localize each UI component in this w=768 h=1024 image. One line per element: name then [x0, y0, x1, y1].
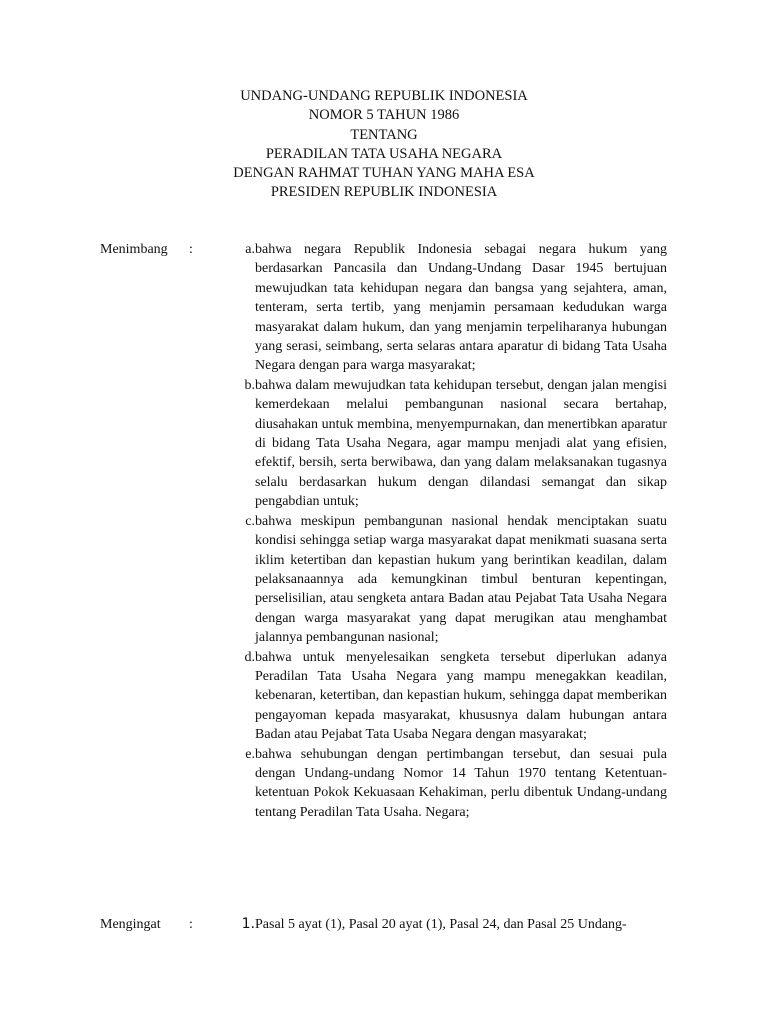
header-subject-line: PERADILAN TATA USAHA NEGARA	[265, 145, 503, 162]
header-tentang-line: TENTANG	[350, 126, 418, 143]
item-text: Pasal 5 ayat (1), Pasal 20 ayat (1), Pasal 24, dan Pasal 25 Undang-	[255, 917, 627, 932]
menimbang-label: Menimbang	[100, 242, 168, 257]
list-item	[229, 512, 669, 648]
list-item	[229, 240, 669, 376]
list-item	[229, 745, 669, 823]
mengingat-label: Mengingat	[100, 917, 161, 932]
item-text: bahwa meskipun pembangunan nasional hendak menciptakan suatu kondisi sehingga setiap warga masyarakat dapat menikmati suasana serta iklim ketertiban dan kepastian hukum yang berintikan keadilan, dalam pelaksanaannya ada kemungkinan timbul benturan kepentingan, perselisilian, atau sengketa antara Badan atau Pejabat Tata Usaha Negara dengan warga masyarakat yang dapat merugikan atau menghambat jalannya pembangunan nasional;	[255, 513, 667, 646]
item-text: bahwa untuk menyelesaikan sengketa tersebut diperlukan adanya Peradilan Tata Usaha Negara yang mampu menegakkan keadilan, kebenaran, ketertiban, dan kepastian hukum, sehingga dapat memberikan pengayoman kepada masyarakat, khususnya dalam hubungan antara Badan atau Pejabat Tata Usaba Negara dengan masyarakat;	[255, 649, 667, 743]
menimbang-colon: :	[189, 242, 193, 257]
item-marker: d.	[244, 649, 255, 665]
item-marker: c.	[245, 513, 255, 529]
menimbang-list	[229, 240, 669, 822]
item-text: bahwa sehubungan dengan pertimbangan tersebut, dan sesuai pula dengan Undang-undang Nomor 14 Tahun 1970 tentang Ketentuan-ketentuan Pokok Kekuasaan Kehakiman, perlu dibentuk Undang-undang tentang Peradilan Tata Usaha. Negara;	[255, 746, 667, 820]
list-item	[229, 376, 669, 512]
item-marker: 1.	[241, 916, 255, 932]
item-marker: b.	[244, 377, 255, 393]
header-number-line: NOMOR 5 TAHUN 1986	[308, 107, 460, 124]
item-text: bahwa negara Republik Indonesia sebagai negara hukum yang berdasarkan Pancasila dan Undang-Undang Dasar 1945 bertujuan mewujudkan tata kehidupan negara dan bangsa yang sejahtera, aman, tenteram, serta tertib, yang menjamin persamaan kedudukan warga masyarakat dalam hukum, dan yang menjamin terpeliharanya hubungan yang serasi, seimbang, serta selaras antara aparatur di bidang Tata Usaha Negara dengan para warga masyarakat;	[255, 242, 667, 374]
header-president-line: PRESIDEN REPUBLIK INDONESIA	[270, 184, 498, 201]
list-item	[229, 648, 669, 745]
item-marker: e.	[245, 746, 255, 762]
mengingat-list	[229, 915, 669, 934]
list-item	[229, 915, 669, 934]
header-title-line: UNDANG-UNDANG REPUBLIK INDONESIA	[240, 88, 528, 104]
header-invocation-line: DENGAN RAHMAT TUHAN YANG MAHA ESA	[233, 165, 535, 182]
item-marker: a.	[245, 242, 255, 257]
item-text: bahwa dalam mewujudkan tata kehidupan tersebut, dengan jalan mengisi kemerdekaan melalui pembangunan nasional secara bertahap, diusahakan untuk membina, menyempurnakan, dan menertibkan aparatur di bidang Tata Usaha Negara, agar mampu menjadi alat yang efisien, efektif, bersih, serta berwibawa, dan yang dalam melaksanakan tugasnya selalu berdasarkan hukum dengan dilandasi semangat dan sikap pengabdian untuk;	[255, 377, 667, 510]
mengingat-colon: :	[189, 917, 193, 932]
document-header	[0, 87, 768, 203]
